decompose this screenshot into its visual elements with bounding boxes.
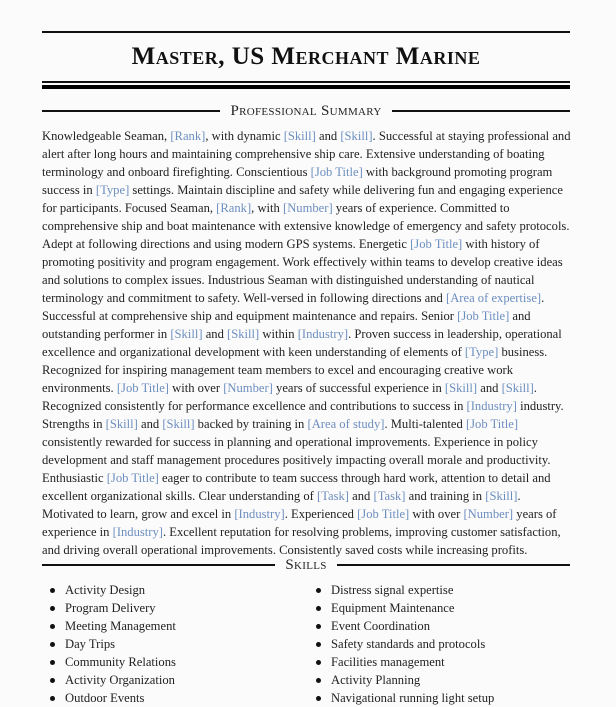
bullet-icon — [50, 696, 55, 701]
skill-label: Event Coordination — [331, 619, 430, 633]
placeholder-field: [Skill] — [283, 129, 316, 143]
bullet-icon — [316, 606, 321, 611]
skill-item — [42, 671, 308, 689]
skill-label: Day Trips — [65, 637, 116, 651]
bullet-icon — [50, 588, 55, 593]
skill-label: Distress signal expertise — [331, 583, 454, 597]
placeholder-field: [Skill] — [340, 129, 373, 143]
skill-item — [308, 635, 570, 653]
placeholder-field: [Skill] — [485, 489, 518, 503]
skill-item — [42, 653, 308, 671]
professional-summary-heading — [42, 101, 570, 121]
heading-rule-right — [337, 564, 570, 566]
placeholder-field: [Rank] — [216, 201, 252, 215]
placeholder-field: [Job Title] — [410, 237, 463, 251]
document-title: Master, US Merchant Marine — [131, 43, 481, 70]
placeholder-field: [Rank] — [170, 129, 206, 143]
skill-label: Safety standards and protocols — [331, 637, 486, 651]
placeholder-field: [Number] — [463, 507, 514, 521]
bullet-icon — [50, 678, 55, 683]
bullet-icon — [316, 678, 321, 683]
placeholder-field: [Type] — [95, 183, 130, 197]
skill-item — [308, 671, 570, 689]
placeholder-field: [Job Title] — [106, 471, 159, 485]
bullet-icon — [316, 588, 321, 593]
placeholder-field: [Job Title] — [457, 309, 510, 323]
skills-list — [42, 581, 570, 707]
placeholder-field: [Job Title] — [116, 381, 169, 395]
bullet-icon — [50, 660, 55, 665]
skill-label: Facilities management — [331, 655, 445, 669]
placeholder-field: [Job Title] — [310, 165, 363, 179]
skill-item — [308, 581, 570, 599]
placeholder-field: [Skill] — [444, 381, 478, 395]
skill-item — [42, 689, 308, 707]
placeholder-field: [Industry] — [297, 327, 349, 341]
placeholder-field: [Skill] — [501, 381, 534, 395]
skill-item — [42, 617, 308, 635]
heading-rule-left — [42, 110, 220, 112]
placeholder-field: [Type] — [464, 345, 499, 359]
skill-item — [42, 599, 308, 617]
title-rule-thick — [42, 85, 570, 89]
title-rule-thin — [42, 81, 570, 83]
skill-label: Community Relations — [65, 655, 176, 669]
skill-label: Meeting Management — [65, 619, 176, 633]
placeholder-field: [Job Title] — [465, 417, 519, 431]
heading-rule-right — [392, 110, 570, 112]
bullet-icon — [316, 660, 321, 665]
skill-item — [42, 635, 308, 653]
skill-label: Outdoor Events — [65, 691, 145, 705]
placeholder-field: [Number] — [223, 381, 273, 395]
skill-label: Activity Organization — [65, 673, 175, 687]
placeholder-field: [Skill] — [227, 327, 260, 341]
skills-column-2 — [308, 581, 570, 707]
skill-label: Activity Planning — [331, 673, 421, 687]
bullet-icon — [316, 642, 321, 647]
skill-label: Navigational running light setup — [331, 691, 495, 705]
bullet-icon — [50, 642, 55, 647]
placeholder-field: [Skill] — [162, 417, 195, 431]
placeholder-field: [Task] — [317, 489, 350, 503]
skill-label: Activity Design — [65, 583, 146, 597]
skills-column-1 — [42, 581, 308, 707]
placeholder-field: [Job Title] — [357, 507, 410, 521]
placeholder-field: [Skill] — [105, 417, 138, 431]
placeholder-field: [Industry] — [234, 507, 285, 521]
placeholder-field: [Task] — [373, 489, 406, 503]
placeholder-field: [Area of expertise] — [446, 291, 542, 305]
placeholder-field: [Number] — [283, 201, 333, 215]
skills-heading — [42, 555, 570, 575]
skill-item — [308, 689, 570, 707]
bullet-icon — [50, 606, 55, 611]
placeholder-field: [Industry] — [112, 525, 163, 539]
section-title: Professional Summary — [230, 102, 382, 119]
skill-label: Equipment Maintenance — [331, 601, 455, 615]
skill-item — [308, 599, 570, 617]
professional-summary-text: Knowledgeable Seaman, [Rank], with dynamic [Skill] and [Skill]. Successful at staying professional and alert after long hours and maintaining comprehensive ship care. Extensive understanding of boating terminology and onboard firefighting. Conscientious [Job Title] with background promoting program success in [Type] settings. Maintain discipline and safety while delivering fun and engaging experience for participants. Focused Seaman, [Rank], with [Number] years of experience. Committed to comprehensive ship and boat maintenance with extensive knowledge of emergency and safety protocols. Adept at following directions and using modern GPS systems. Energetic [Job Title] with history of promoting positivity and program engagement. Work effectively within teams to develop creative ideas and solutions to complex issues. Industrious Seaman with distinguished understanding of nautical terminology and commitment to safety. Well-versed in following directions and [Area of expertise]. Successful at comprehensive ship and equipment maintenance and repairs. Senior [Job Title] and outstanding performer in [Skill] and [Skill] within [Industry]. Proven success in leadership, operational excellence and organizational development with keen understanding of elements of [Type] business. Recognized for inspiring management team members to excel and encouraging creative work environments. [Job Title] with over [Number] years of successful experience in [Skill] and [Skill]. Recognized consistently for performance excellence and contributions to success in [Industry] industry. Strengths in [Skill] and [Skill] backed by training in [Area of study]. Multi-talented [Job Title] consistently rewarded for success in planning and operational improvements. Experience in policy development and staff management procedures positively impacting overall morale and productivity. Enthusiastic [Job Title] eager to contribute to team success through hard work, attention to detail and excellent organizational skills. Clear understanding of [Task] and [Task] and training in [Skill]. Motivated to learn, grow and excel in [Industry]. Experienced [Job Title] with over [Number] years of experience in [Industry]. Excellent reputation for resolving problems, improving customer satisfaction, and driving overall operational improvements. Consistently saved costs while increasing profits. — [42, 129, 571, 557]
placeholder-field: [Industry] — [466, 399, 517, 413]
skill-item — [308, 653, 570, 671]
skill-item — [308, 617, 570, 635]
heading-rule-left — [42, 564, 275, 566]
skill-label: Program Delivery — [65, 601, 156, 615]
skill-item — [42, 581, 308, 599]
bullet-icon — [50, 624, 55, 629]
bullet-icon — [316, 624, 321, 629]
placeholder-field: [Skill] — [170, 327, 203, 341]
placeholder-field: [Area of study] — [307, 417, 385, 431]
bullet-icon — [316, 696, 321, 701]
section-title: Skills — [285, 556, 327, 573]
top-rule — [42, 31, 570, 33]
